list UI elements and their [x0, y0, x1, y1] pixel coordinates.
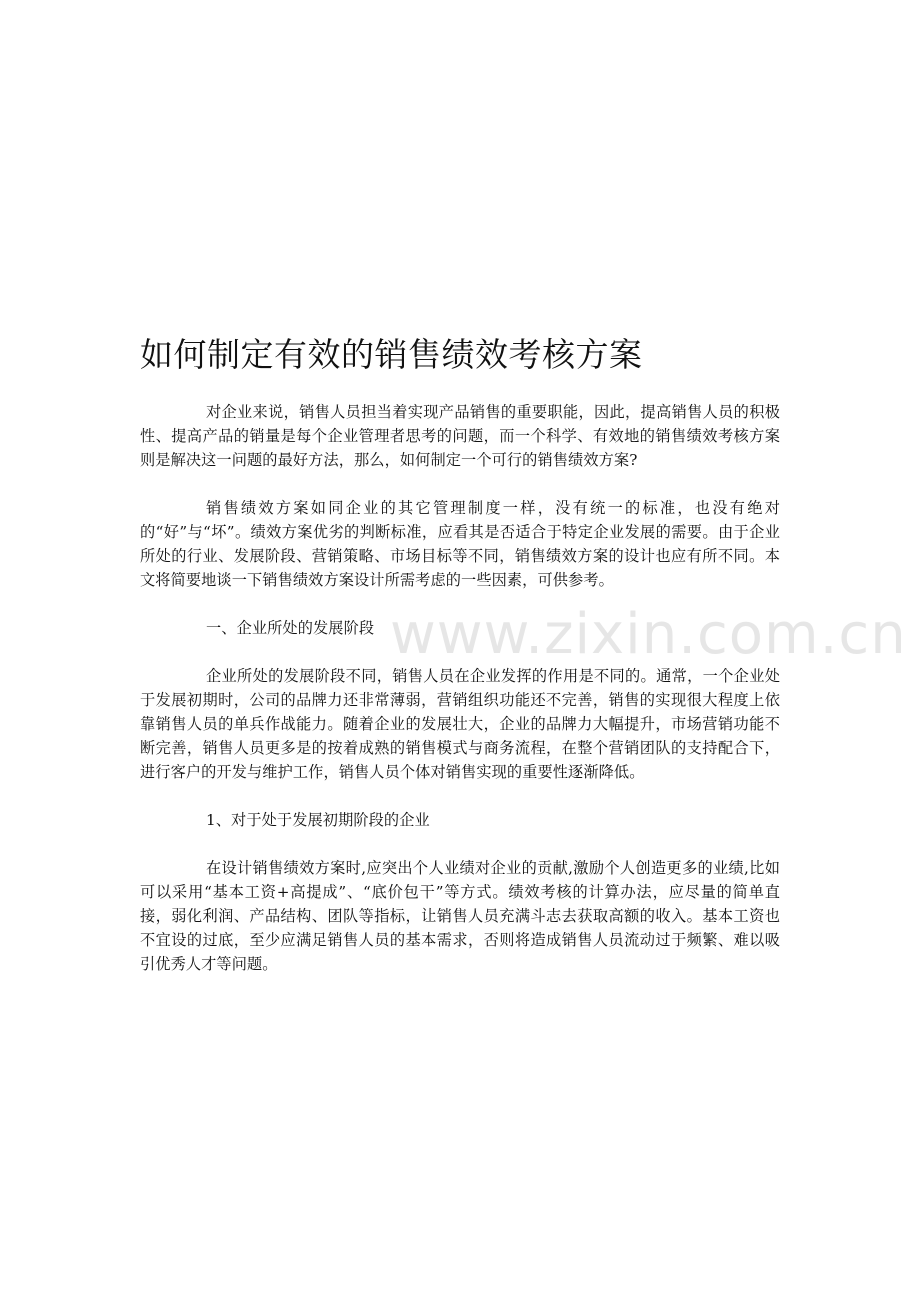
paragraph-intro: 对企业来说，销售人员担当着实现产品销售的重要职能，因此，提高销售人员的积极性、提高产品的销量是每个企业管理者思考的问题，而一个科学、有效地的销售绩效考核方案则是解决这一问题的最好方法，那么，如何制定一个可行的销售绩效方案? [140, 403, 780, 469]
paragraph-development-stage: 企业所处的发展阶段不同，销售人员在企业发挥的作用是不同的。通常，一个企业处于发展初期时，公司的品牌力还非常薄弱，营销组织功能还不完善，销售的实现很大程度上依靠销售人员的单兵作战能力。随着企业的发展壮大，企业的品牌力大幅提升，市场营销功能不断完善，销售人员更多是的按着成熟的销售模式与商务流程，在整个营销团队的支持配合下，进行客户的开发与维护工作，销售人员个体对销售实现的重要性逐渐降低。 [140, 667, 780, 781]
subsection-heading-early-stage: 1、对于处于发展初期阶段的企业 [206, 811, 430, 829]
watermark-text: www.zixin.com.cn [390, 602, 907, 667]
document-title: 如何制定有效的销售绩效考核方案 [140, 335, 643, 374]
section-heading-development-stage: 一、企业所处的发展阶段 [206, 619, 375, 637]
document-body [140, 400, 780, 1000]
paragraph-standards: 销售绩效方案如同企业的其它管理制度一样，没有统一的标准，也没有绝对的“好”与“坏”。绩效方案优劣的判断标准，应看其是否适合于特定企业发展的需要。由于企业所处的行业、发展阶段、营销策略、市场目标等不同，销售绩效方案的设计也应有所不同。本文将简要地谈一下销售绩效方案设计所需考虑的一些因素，可供参考。 [140, 499, 780, 589]
paragraph-early-stage: 在设计销售绩效方案时,应突出个人业绩对企业的贡献,激励个人创造更多的业绩,比如可以采用“基本工资+高提成”、“底价包干”等方式。绩效考核的计算办法，应尽量的简单直接，弱化利润、产品结构、团队等指标，让销售人员充满斗志去获取高额的收入。基本工资也不宜设的过底，至少应满足销售人员的基本需求，否则将造成销售人员流动过于频繁、难以吸引优秀人才等问题。 [140, 859, 780, 973]
